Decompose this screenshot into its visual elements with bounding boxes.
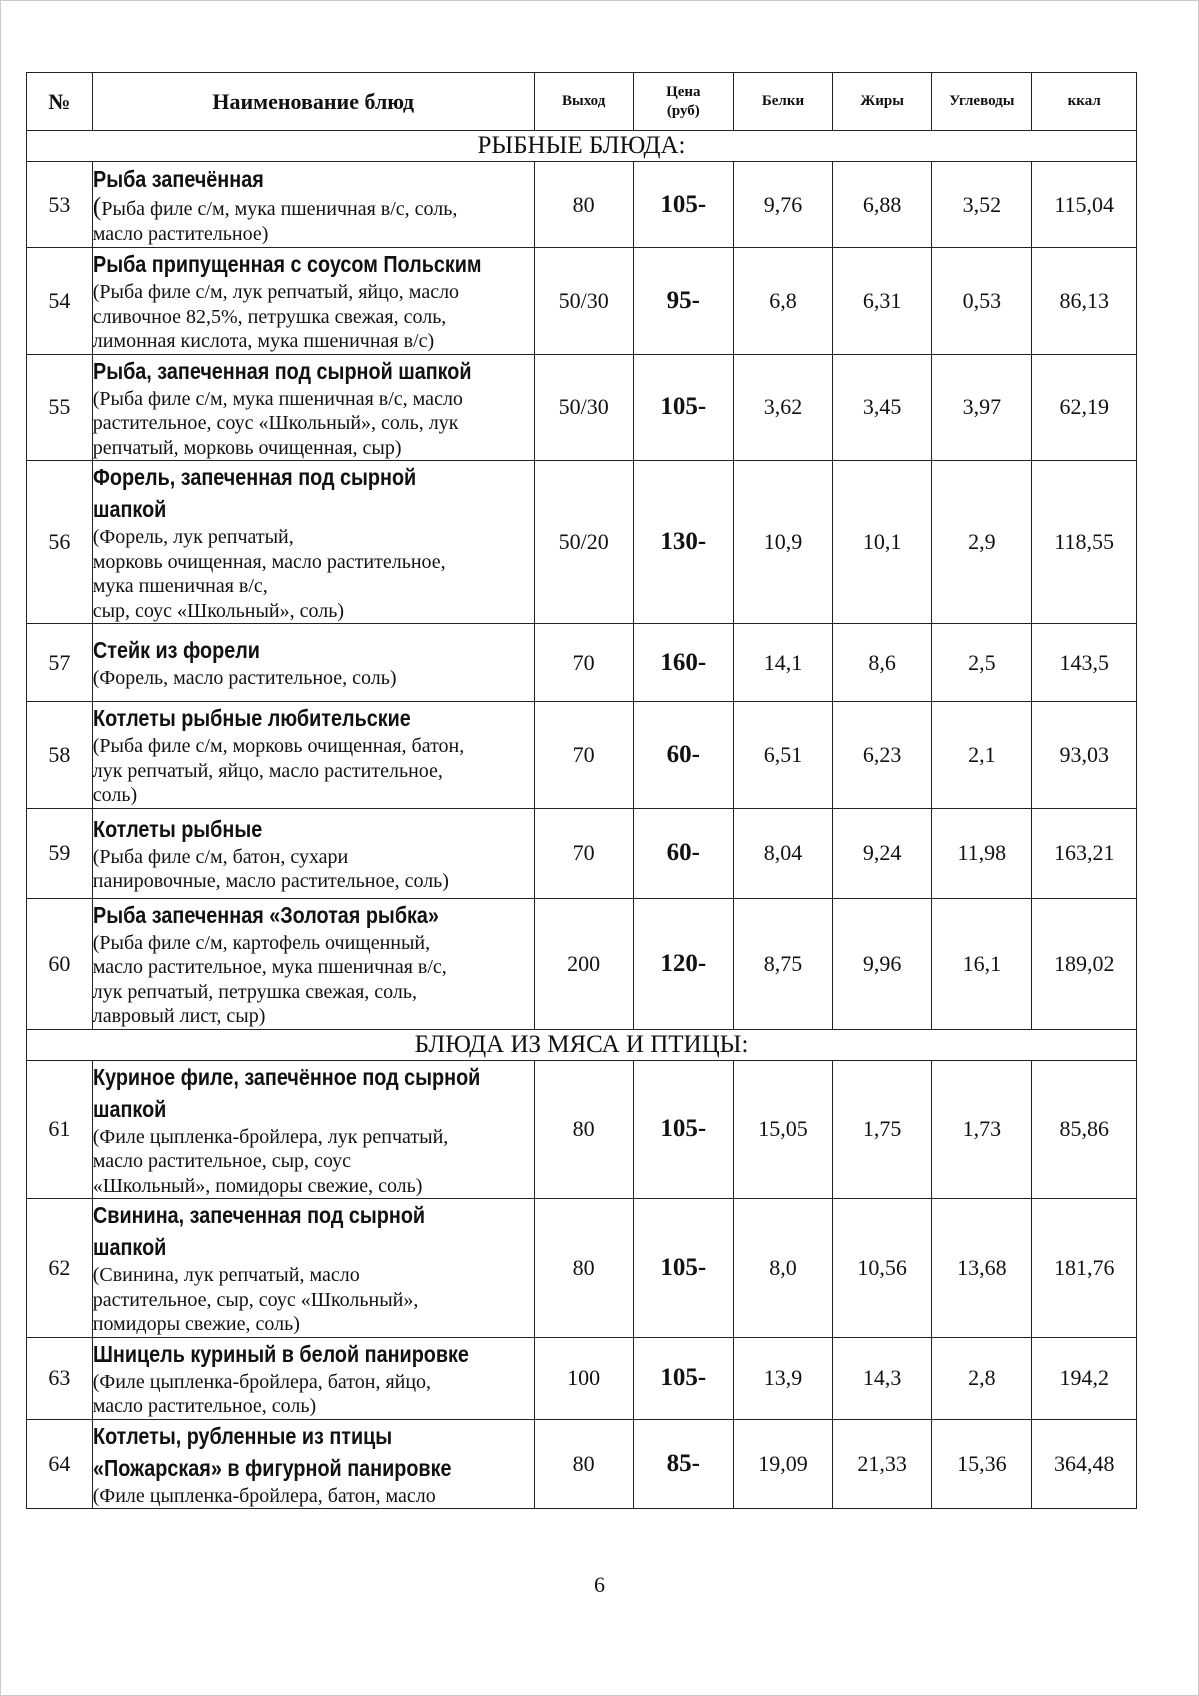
dish-price: 130- <box>633 461 733 624</box>
dish-description-text: (Форель, лук репчатый, <box>92 526 294 548</box>
dish-protein: 10,9 <box>733 461 832 624</box>
dish-cell <box>92 1199 534 1338</box>
dish-description-line <box>93 1370 534 1395</box>
dish-description-line <box>93 783 534 808</box>
dish-cell <box>92 898 534 1029</box>
dish-price: 105- <box>633 1337 733 1419</box>
dish-title: Котлеты рыбные <box>92 815 262 842</box>
dish-cell <box>92 624 534 702</box>
table-row <box>27 1419 1137 1509</box>
dish-title: шапкой <box>92 496 167 522</box>
dish-description-text: (Рыба филе с/м, картофель очищенный, <box>92 931 431 954</box>
dish-kcal: 143,5 <box>1032 624 1137 702</box>
section-row <box>27 131 1137 162</box>
dish-kcal: 364,48 <box>1032 1419 1137 1509</box>
dish-description-line <box>93 666 534 691</box>
dish-cell <box>92 1060 534 1199</box>
header-row <box>27 73 1137 131</box>
dish-description-line <box>93 1288 534 1313</box>
dish-price: 60- <box>633 808 733 898</box>
dish-cell <box>92 354 534 461</box>
dish-title: Котлеты, рубленные из птицы <box>92 1422 392 1449</box>
table-row <box>27 808 1137 898</box>
dish-number: 53 <box>27 162 93 248</box>
dish-carbs: 2,5 <box>932 624 1032 702</box>
dish-price: 85- <box>633 1419 733 1509</box>
dish-description-line <box>93 1149 534 1174</box>
dish-description-text: (Филе цыпленка-бройлера, батон, яйцо, <box>92 1370 432 1393</box>
table-row <box>27 624 1137 702</box>
dish-title: Шницель куриный в белой панировке <box>92 1340 469 1367</box>
dish-protein: 8,04 <box>733 808 832 898</box>
dish-title: Форель, запеченная под сырной <box>92 464 416 490</box>
table-row <box>27 898 1137 1029</box>
dish-title: шапкой <box>92 1234 167 1260</box>
dish-number: 60 <box>27 898 93 1029</box>
dish-yield: 100 <box>534 1337 633 1419</box>
header-protein: Белки <box>733 73 832 131</box>
header-kcal: ккал <box>1032 73 1137 131</box>
dish-price: 160- <box>633 624 733 702</box>
dish-title: Котлеты рыбные любительские <box>92 705 411 731</box>
table-row <box>27 702 1137 809</box>
dish-fat: 6,88 <box>833 162 932 248</box>
dish-carbs: 13,68 <box>932 1199 1032 1338</box>
dish-protein: 3,62 <box>733 354 832 461</box>
dish-cell <box>92 1337 534 1419</box>
dish-description-text: (Рыба филе с/м, батон, сухари <box>92 845 349 868</box>
dish-protein: 13,9 <box>733 1337 832 1419</box>
dish-description-line <box>93 305 534 330</box>
dish-description-line <box>93 222 534 247</box>
dish-protein: 9,76 <box>733 162 832 248</box>
dish-carbs: 15,36 <box>932 1419 1032 1509</box>
dish-kcal: 189,02 <box>1032 898 1137 1029</box>
dish-protein: 6,8 <box>733 248 832 355</box>
page-number: 6 <box>594 1572 605 1597</box>
dish-description-text: (Форель, масло растительное, соль) <box>92 667 397 690</box>
dish-number: 63 <box>27 1337 93 1419</box>
dish-fat: 10,1 <box>833 461 932 624</box>
dish-description-text: лук репчатый, яйцо, масло растительное, <box>92 759 443 782</box>
dish-yield: 70 <box>534 702 633 809</box>
dish-price: 105- <box>633 1060 733 1199</box>
dish-yield: 70 <box>534 808 633 898</box>
dish-kcal: 163,21 <box>1032 808 1137 898</box>
dish-carbs: 11,98 <box>932 808 1032 898</box>
dish-description-line <box>93 1394 534 1419</box>
dish-description-line <box>93 869 534 894</box>
table-row <box>27 461 1137 624</box>
dish-description-line <box>92 192 534 222</box>
dish-price: 95- <box>633 248 733 355</box>
dish-number: 56 <box>27 461 93 624</box>
dish-number: 62 <box>27 1199 93 1338</box>
dish-kcal: 118,55 <box>1032 461 1137 624</box>
dish-yield: 80 <box>534 162 633 248</box>
header-fat: Жиры <box>833 73 932 131</box>
header-price <box>633 73 733 131</box>
dish-description-text: Рыба филе с/м, мука пшеничная в/с, соль, <box>101 198 458 220</box>
table-body <box>27 73 1137 1509</box>
dish-description-line <box>93 574 534 599</box>
section-row <box>27 1029 1137 1060</box>
dish-fat: 9,24 <box>833 808 932 898</box>
dish-title: Куриное филе, запечённое под сырной <box>92 1063 481 1090</box>
dish-description-text: масло растительное, соль) <box>92 1395 317 1417</box>
dish-cell <box>92 248 534 355</box>
dish-description-line <box>93 980 534 1005</box>
dish-yield: 50/30 <box>534 354 633 461</box>
header-yield: Выход <box>534 73 633 131</box>
dish-number: 57 <box>27 624 93 702</box>
dish-description-line <box>93 1312 534 1337</box>
dish-price: 105- <box>633 162 733 248</box>
table-row <box>27 162 1137 248</box>
dish-yield: 80 <box>534 1419 633 1509</box>
dish-fat: 14,3 <box>833 1337 932 1419</box>
header-price-line2: (руб) <box>666 102 700 119</box>
dish-description-text: (Свинина, лук репчатый, масло <box>92 1264 360 1286</box>
dish-kcal: 85,86 <box>1032 1060 1137 1199</box>
dish-description-line <box>93 411 534 436</box>
dish-description-line <box>93 931 534 956</box>
dish-description-text: сливочное 82,5%, петрушка свежая, соль, <box>92 305 447 328</box>
menu-table <box>26 72 1137 1509</box>
dish-fat: 10,56 <box>833 1199 932 1338</box>
dish-yield: 50/30 <box>534 248 633 355</box>
dish-description-line <box>93 1125 534 1150</box>
dish-carbs: 2,9 <box>932 461 1032 624</box>
dish-description-line <box>93 1263 534 1288</box>
dish-carbs: 3,97 <box>932 354 1032 461</box>
dish-cell <box>92 461 534 624</box>
table-row <box>27 354 1137 461</box>
section-title: РЫБНЫЕ БЛЮДА: <box>27 131 1137 162</box>
dish-cell <box>92 1419 534 1509</box>
dish-description-line <box>93 550 534 575</box>
dish-description-text: (Филе цыпленка-бройлера, лук репчатый, <box>92 1125 449 1148</box>
dish-carbs: 0,53 <box>932 248 1032 355</box>
dish-protein: 15,05 <box>733 1060 832 1199</box>
dish-cell <box>92 162 534 248</box>
dish-description-text: растительное, сыр, соус «Школьный», <box>92 1288 419 1311</box>
dish-title: Рыба запечённая <box>92 166 264 192</box>
dish-yield: 80 <box>534 1199 633 1338</box>
dish-title: «Пожарская» в фигурной панировке <box>92 1454 452 1481</box>
dish-description-line <box>93 734 534 759</box>
dish-title: Свинина, запеченная под сырной <box>92 1202 425 1228</box>
dish-number: 61 <box>27 1060 93 1199</box>
dish-price: 105- <box>633 354 733 461</box>
dish-kcal: 115,04 <box>1032 162 1137 248</box>
dish-description-text: масло растительное, сыр, соус <box>92 1150 352 1172</box>
dish-fat: 21,33 <box>833 1419 932 1509</box>
dish-description-line <box>93 1004 534 1029</box>
dish-number: 59 <box>27 808 93 898</box>
dish-description-line <box>93 280 534 305</box>
dish-description-text: репчатый, морковь очищенная, сыр) <box>92 436 402 459</box>
dish-description-text: лавровый лист, сыр) <box>92 1005 266 1027</box>
dish-description-text: лимонная кислота, мука пшеничная в/с) <box>92 330 435 352</box>
table-row <box>27 248 1137 355</box>
dish-description-text: морковь очищенная, масло растительное, <box>92 550 446 573</box>
header-name: Наименование блюд <box>92 73 534 131</box>
dish-protein: 6,51 <box>733 702 832 809</box>
dish-kcal: 86,13 <box>1032 248 1137 355</box>
dish-description-line <box>93 1174 534 1199</box>
table-row <box>27 1060 1137 1199</box>
header-carbs: Углеводы <box>932 73 1032 131</box>
dish-description-text: панировочные, масло растительное, соль) <box>92 870 449 892</box>
table-row <box>27 1199 1137 1338</box>
dish-price: 60- <box>633 702 733 809</box>
dish-fat: 6,23 <box>833 702 932 809</box>
dish-price: 120- <box>633 898 733 1029</box>
header-price-line1: Цена <box>666 83 701 100</box>
dish-description-text: соль) <box>92 784 138 806</box>
dish-cell <box>92 808 534 898</box>
dish-description-line <box>93 955 534 980</box>
dish-description-line <box>93 525 534 550</box>
dish-description-line <box>93 387 534 412</box>
dish-protein: 19,09 <box>733 1419 832 1509</box>
header-num: № <box>27 73 93 131</box>
dish-protein: 8,0 <box>733 1199 832 1338</box>
dish-title: Рыба запеченная «Золотая рыбка» <box>92 901 439 928</box>
dish-kcal: 194,2 <box>1032 1337 1137 1419</box>
dish-description-text: (Рыба филе с/м, морковь очищенная, батон, <box>92 735 465 757</box>
dish-fat: 6,31 <box>833 248 932 355</box>
dish-yield: 70 <box>534 624 633 702</box>
dish-fat: 1,75 <box>833 1060 932 1199</box>
dish-cell <box>92 702 534 809</box>
dish-title: Стейк из форели <box>92 637 260 664</box>
dish-description-text: помидоры свежие, соль) <box>92 1313 300 1335</box>
dish-fat: 3,45 <box>833 354 932 461</box>
section-title: БЛЮДА ИЗ МЯСА И ПТИЦЫ: <box>27 1029 1137 1060</box>
dish-description-line <box>93 1484 534 1509</box>
dish-yield: 80 <box>534 1060 633 1199</box>
dish-description-line <box>93 759 534 784</box>
dish-title: Рыба, запеченная под сырной шапкой <box>92 357 472 384</box>
dish-description-text: сыр, соус «Школьный», соль) <box>92 599 344 622</box>
dish-description-text: (Рыба филе с/м, мука пшеничная в/с, масло <box>92 387 463 410</box>
dish-carbs: 2,8 <box>932 1337 1032 1419</box>
dish-description-text: растительное, соус «Школьный», соль, лук <box>92 412 459 434</box>
dish-description-line <box>93 599 534 624</box>
open-paren: ( <box>92 192 102 221</box>
dish-description-text: мука пшеничная в/с, <box>92 575 268 597</box>
dish-kcal: 93,03 <box>1032 702 1137 809</box>
dish-number: 58 <box>27 702 93 809</box>
dish-carbs: 3,52 <box>932 162 1032 248</box>
dish-price: 105- <box>633 1199 733 1338</box>
dish-fat: 9,96 <box>833 898 932 1029</box>
dish-yield: 200 <box>534 898 633 1029</box>
dish-title: Рыба припущенная с соусом Польским <box>92 251 482 277</box>
dish-description-text: (Рыба филе с/м, лук репчатый, яйцо, масло <box>92 281 460 303</box>
dish-description-text: масло растительное) <box>92 222 269 245</box>
dish-protein: 14,1 <box>733 624 832 702</box>
dish-description-line <box>93 436 534 461</box>
dish-description-text: «Школьный», помидоры свежие, соль) <box>92 1174 423 1197</box>
dish-number: 54 <box>27 248 93 355</box>
dish-description-text: масло растительное, мука пшеничная в/с, <box>92 956 447 978</box>
dish-carbs: 16,1 <box>932 898 1032 1029</box>
dish-title: шапкой <box>92 1095 167 1122</box>
dish-fat: 8,6 <box>833 624 932 702</box>
dish-protein: 8,75 <box>733 898 832 1029</box>
dish-kcal: 181,76 <box>1032 1199 1137 1338</box>
dish-number: 64 <box>27 1419 93 1509</box>
dish-number: 55 <box>27 354 93 461</box>
dish-description-line <box>93 845 534 870</box>
dish-carbs: 1,73 <box>932 1060 1032 1199</box>
dish-carbs: 2,1 <box>932 702 1032 809</box>
dish-kcal: 62,19 <box>1032 354 1137 461</box>
dish-yield: 50/20 <box>534 461 633 624</box>
dish-description-line <box>93 329 534 354</box>
table-row <box>27 1337 1137 1419</box>
dish-description-text: лук репчатый, петрушка свежая, соль, <box>92 980 417 1003</box>
dish-description-text: (Филе цыпленка-бройлера, батон, масло <box>92 1484 436 1507</box>
